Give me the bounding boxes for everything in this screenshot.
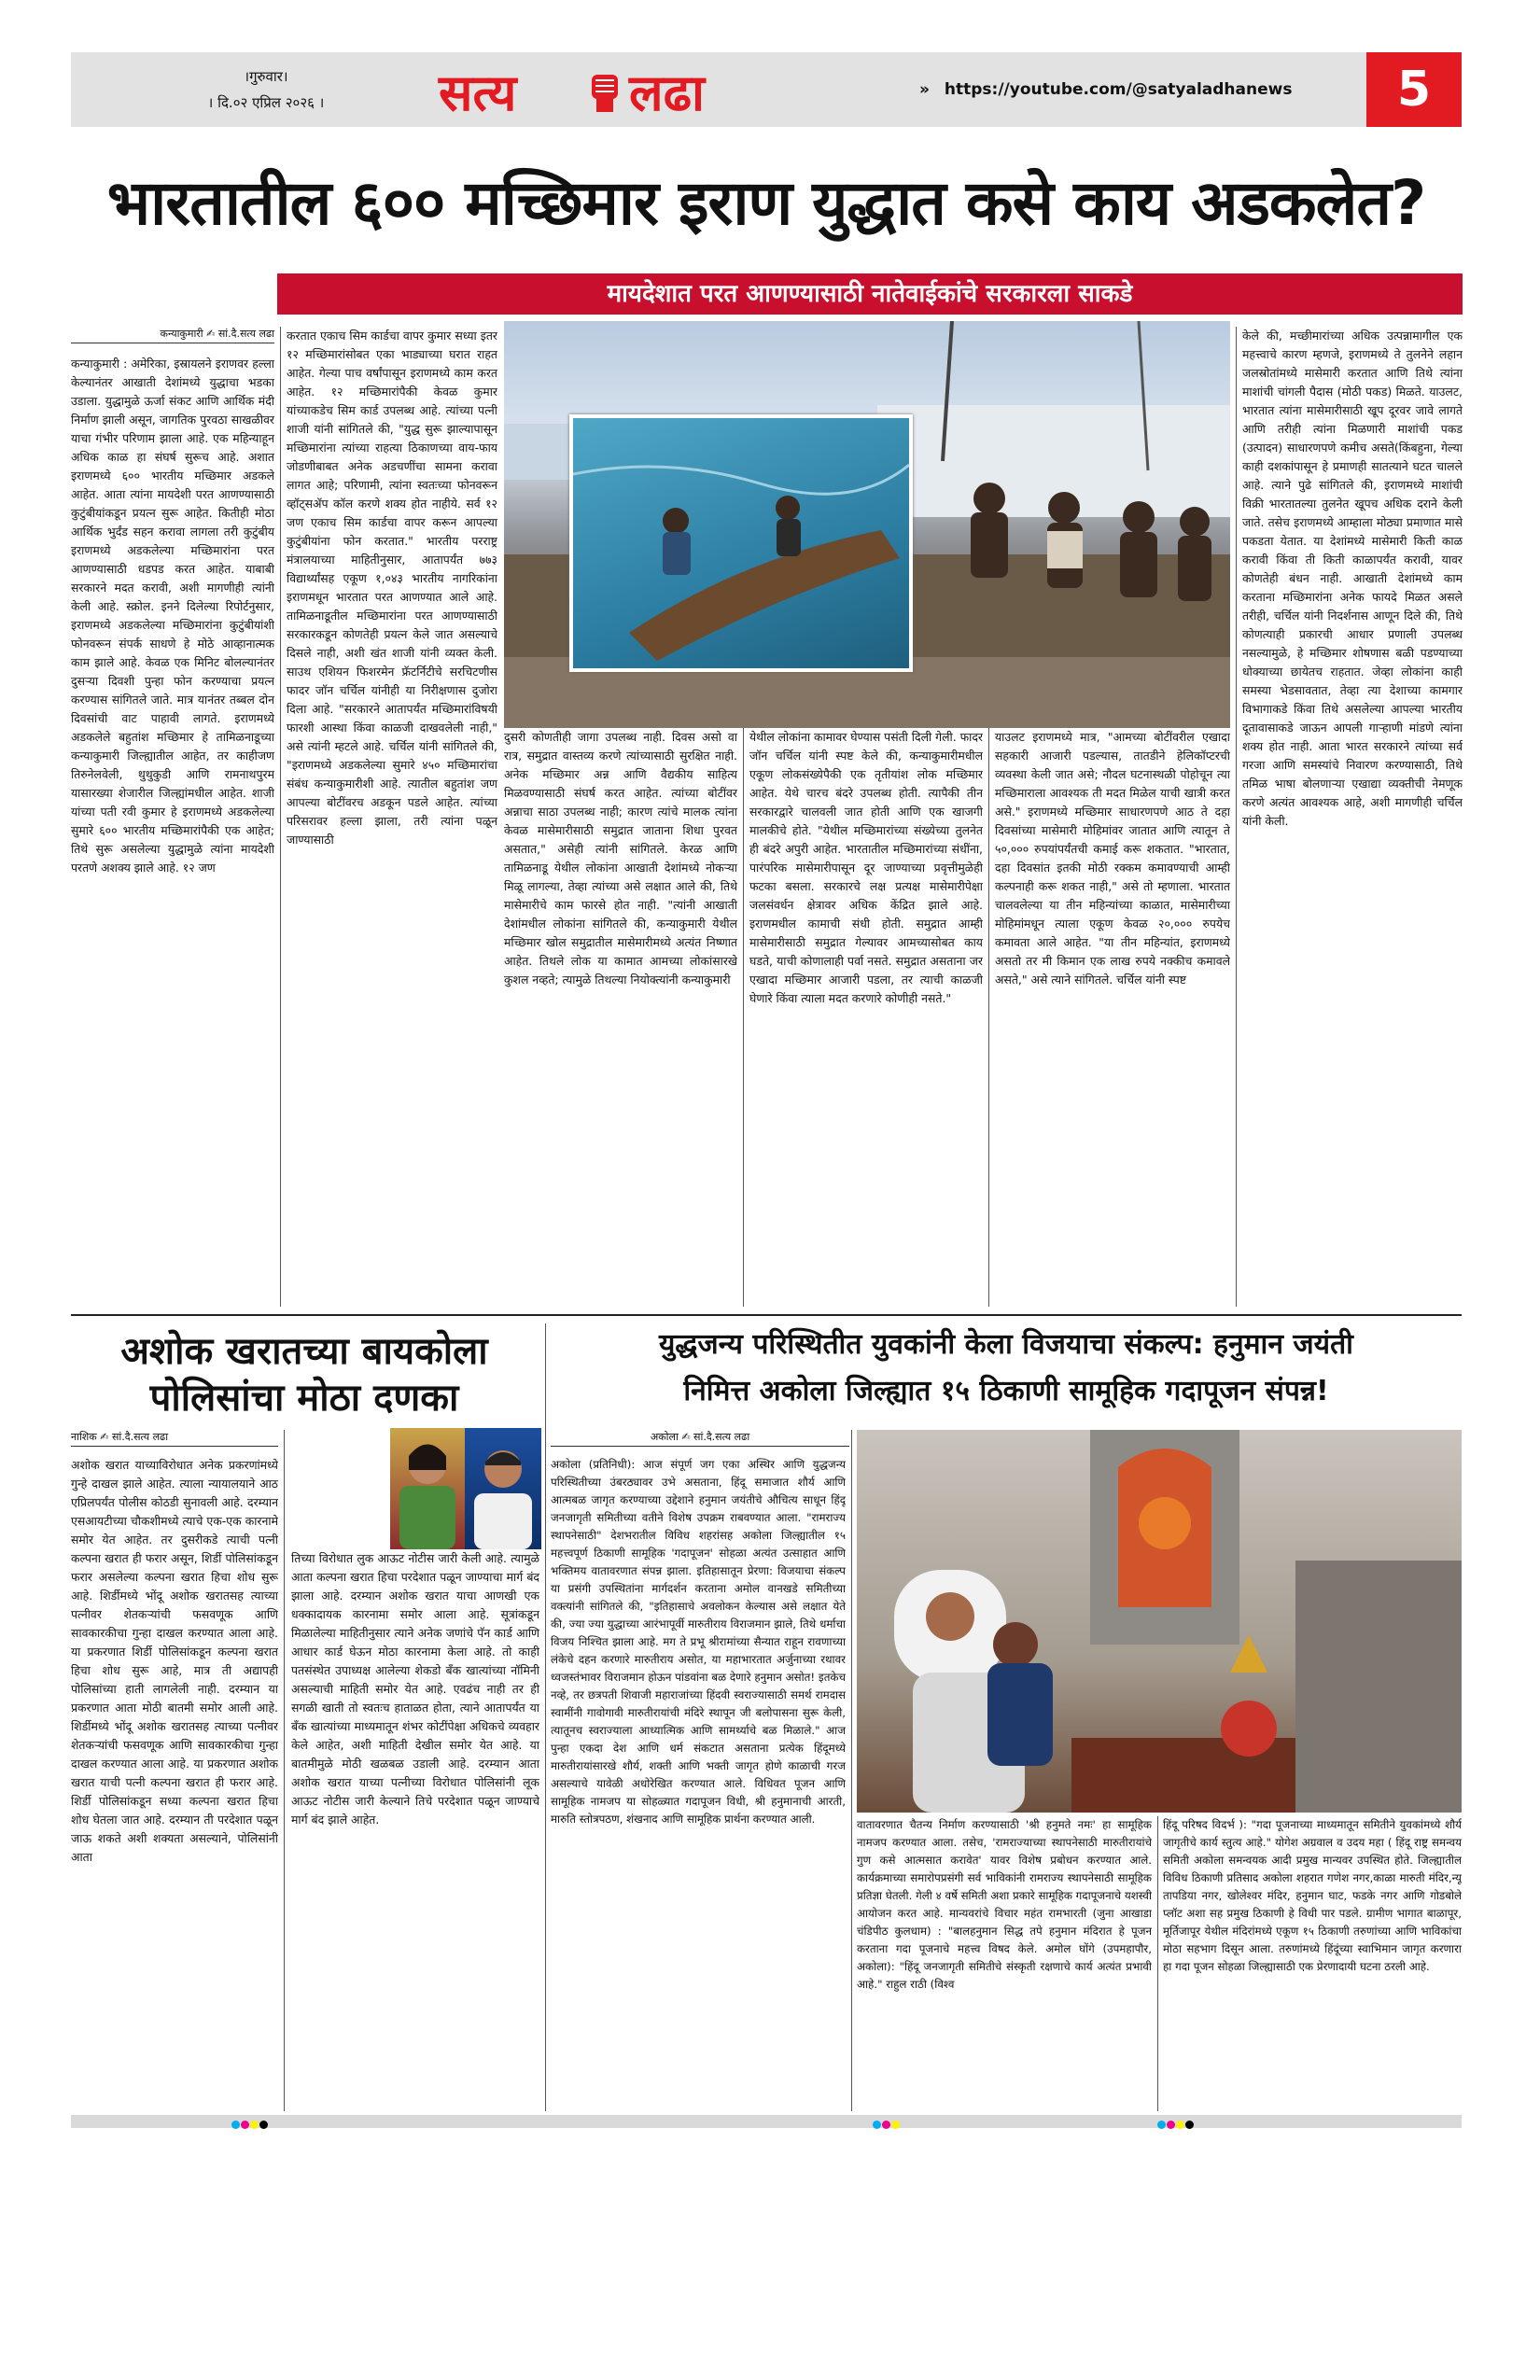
hanuman-col-3: हिंदू परिषद विदर्भ ): "गदा पूजनाच्या माध्यमातून समितीने युवकांमध्ये शौर्य जागृतीचे कार्य स्तुत्य आहे." योगेश अग्रवाल व उदय महा ( हिंदू राष्ट्र समन्वय समिती अकोला समन्वयक आदी प्रमुख मान्यवर उपस्थित होते. जिल्ह्यातील विविध ठिकाणी प्रतिसाद अकोला शहरात गणेश नगर,काळा मारुती मंदिर,न्यू तापडिया नगर, खोलेश्वर मंदिर, हनुमान घाट, फडके नगर आणि गोडबोले प्लॉट अशा सह प्रमुख ठिकाणी हे विधी पार पडले. ग्रामीण भागात बाळापूर, मूर्तिजापूर येथील मंदिरांमध्ये एकूण १५ ठिकाणी तरुणांच्या आणि भाविकांचा मोठा सहभाग दिसून आला. तरुणांमध्ये हिंदूंच्या स्वाभिमान जागृत करणारा हा गदा पूजन सोहळा जिल्ह्यासाठी एक प्रेरणादायी घटना ठरली आहे. [1163, 1818, 1462, 1973]
lead-col-6: केले की, मच्छीमारांच्या अधिक उत्पन्नामागील एक महत्त्वाचे कारण म्हणजे, इराणमध्ये ते तुलनेने लहान जलस्रोतांमध्ये मासेमारी करतात आणि तिथे त्यांना माशांची चांगली पैदास (मोठी पकड) मिळते. याउलट, भारतात त्यांना मासेमारीसाठी खूप दूरवर जावे लागते आणि तरीही त्यांना मिळणारी माशांची पकड (उत्पादन) साधारणपणे कमीच असते(किंबहुना, गेल्या काही दशकांपासून हे प्रमाणही सातत्याने घटत चालले आहे. त्याने पुढे सांगितले की, इराणमध्ये माशांची विक्री भारतातल्या तुलनेत खूपच अधिक दराने केली जाते. तसेच इराणमध्ये आम्हाला मोठ्या प्रमाणात मासे पकडता येतात. या देशांमध्ये मासेमारी किती काळ करावी किंवा ती किती काळापर्यंत करावी, यावर कोणतेही बंधन नाही. आखाती देशांमध्ये काम करताना मच्छिमारांना अनेक फायदे मिळत असले तरीही, चर्चिल यांनी निदर्शनास आणून दिले की, तिथे कोणत्याही प्रकारची आधार प्रणाली उपलब्ध नसल्यामुळे, हे मच्छिमार शोषणास बळी पडण्याच्या धोक्याच्या छायेतच राहतात. जेव्हा लोकांना काही समस्या भेडसावतात, तेव्हा त्या देशाच्या कामगार विभागाकडे किंवा तिथे असलेल्या आपल्या भारतीय दूतावासाकडे जाऊन आपली गाऱ्हाणी मांडणे त्यांना शक्य होत नाही. आता भारत सरकारने त्यांच्या सर्व गरजा आणि समस्यांचे निवारण करण्यासाठी, तिथे तमिळ भाषा बोलणाऱ्या एखाद्या व्यक्तीची नेमणूक करणे अत्यंत आवश्यक आहे, अशी मागणीही चर्चिल यांनी केली. [1242, 329, 1463, 828]
pen-icon: ✍ [100, 1431, 112, 1443]
hanuman-col-1: अकोला (प्रतिनिधी): आज संपूर्ण जग एका अस्थिर आणि युद्धजन्य परिस्थितीच्या उंबरठ्यावर उभे असताना, हिंदू समाजात शौर्य आणि आत्मबळ जागृत करण्याच्या उद्देशाने हनुमान जयंतीचे औचित्य साधून हिंदू जनजागृती समितीच्या वतीने विशेष उपक्रम राबवण्यात आला. "रामराज्य स्थापनेसाठी" देशभरातील विविध शहरांसह अकोला जिल्ह्यातील १५ महत्त्वपूर्ण ठिकाणी सामूहिक 'गदापूजन' सोहळा अत्यंत उत्साहात आणि भक्तिमय वातावरणात संपन्न झाला. इतिहासातून प्रेरणा: विजयाचा संकल्प या प्रसंगी उपस्थितांना मार्गदर्शन करताना अमोल वानखडे समितीच्या वक्त्यांनी सांगितले की, "इतिहासाचे अवलोकन केल्यास असे लक्षात येते की, ज्या ज्या युद्धाच्या आरंभापूर्वी मारुतीराय विराजमान झाले, तिथे धर्माचा विजय निश्चित झाला आहे. मग ते प्रभू श्रीरामांच्या सैन्यात राहून रावणाच्या लंकेचे दहन करणारे मारुतीराय असोत, या महाभारतात अर्जुनाच्या रथावर ध्वजस्तंभावर विराजमान होऊन पांडवांना बळ देणारे हनुमान असोत! इतकेच नव्हे, तर छत्रपती शिवाजी महाराजांच्या हिंदवी स्वराज्यासाठी समर्थ रामदास स्वामींनी गावोगावी मारुतीरायांची मंदिरे स्थापून जी बलोपासना सुरू केली, त्यातूनच स्वराज्याला आध्यात्मिक आणि सामर्थ्याचे बळ मिळाले." आज पुन्हा एकदा देश आणि धर्म संकटात असताना प्रत्येक हिंदूमध्ये मारुतीरायांसारखे शौर्य, शक्ती आणि भक्ती जागृत होणे काळाची गरज असल्याचे यावेळी अधोरेखित करण्यात आले. विधिवत पूजन आणि सामूहिक नामजप या सोहळ्यात गदापूजन विधी, श्री हनुमानाची आरती, मारुति स्तोत्रपठण, शंखनाद आणि सामूहिक प्रार्थना करण्यात आली. [551, 1458, 846, 1826]
lead-col-1: कन्याकुमारी : अमेरिका, इस्रायलने इराणवर हल्ला केल्यानंतर आखाती देशांमध्ये युद्धाचा भडका उडाला. युद्धामुळे ऊर्जा संकट आणि आर्थिक मंदी निर्माण झाली असून, जागतिक पुरवठा साखळीवर याचा गंभीर परिणाम झाला आहे. एक महिन्याहून अधिक काळ हा संघर्ष सुरूच आहे. अशात इराणमध्ये ६०० भारतीय मच्छिमार अडकले आहेत. आता त्यांना मायदेशी परत आणण्यासाठी कुटुंबीयांकडून प्रयत्न सुरू आहेत. कितीही मोठा आर्थिक भुर्दंड सहन करावा लागला तरी कुटुंबीय इराणमध्ये अडकलेल्या मच्छिमारांना परत आणण्यासाठी धडपड करत आहेत. याबाबी सरकारने मदत करावी, अशी मागणीही त्यांनी केली आहे. स्क्रोल. इनने दिलेल्या रिपोर्टनुसार, इराणमध्ये अडकलेल्या मच्छिमारांना कुटुंबीयांशी फोनवरून संपर्क साधणे हे मोठे आव्हानात्मक काम झाले आहे. केवळ एक मिनिट बोलल्यानंतर दुसऱ्या दिवशी पुन्हा फोन करण्याचा प्रयत्न करण्यास सांगितले जाते. मात्र यानंतर तब्बल दोन दिवसांची वाट पाहावी लागते. इराणमध्ये अडकलेले बहुतांश मच्छिमार हे तामिळनाडूच्या कन्याकुमारी जिल्ह्यातील आहेत, तर काहीजण तिरुनेलवेली, थुथुकुडी आणि रामनाथपुरम यासारख्या शेजारील जिल्ह्यांमधील आहेत. शाजी यांच्या पती रवी कुमार हे इराणमध्ये अडकलेल्या सुमारे ६०० भारतीय मच्छिमारांपैकी एक आहेत; तिथे सुरू असलेल्या युद्धामुळे त्यांना मायदेशी परतणे अशक्य झाले आहे. १२ जण [71, 357, 274, 875]
masthead-logo [439, 62, 775, 127]
byline-place: कन्याकुमारी [160, 328, 203, 340]
hanuman-headline-2: निमित्त अकोला जिल्ह्यात १५ ठिकाणी सामूहिक गदापूजन संपन्न! [683, 1375, 1329, 1407]
ashok-byline-source: सां.दै.सत्य लढा [111, 1431, 169, 1443]
ashok-byline [71, 1430, 278, 1447]
ashok-photo-woman [390, 1428, 465, 1549]
ashok-headline-2: पोलिसांचा मोठा दणका [149, 1377, 459, 1420]
masthead-left: सत्य [439, 63, 517, 122]
hanuman-headline-1: युद्धजन्य परिस्थितीत युवकांनी केला विजयाचा संकल्प: हनुमान जयंती [659, 1328, 1353, 1361]
lead-col-2: करतात एकाच सिम कार्डचा वापर कुमार सध्या इतर १२ मच्छिमारांसोबत एका भाड्याच्या घरात राहत आहेत. गेल्या पाच वर्षांपासून इराणमध्ये काम करत आहेत. १२ मच्छिमारांपैकी केवळ कुमार यांच्याकडेच सिम कार्ड उपलब्ध आहे. त्यांच्या पत्नी शाजी यांनी सांगितले की, "युद्ध सुरू झाल्यापासून मच्छिमारांना त्यांच्या राहत्या ठिकाणच्या वाय-फाय जोडणीबाबत अनेक अडचणींचा सामना करावा लागत आहे; परिणामी, त्यांना स्वतःच्या फोनवरून व्हॉट्सॲप कॉल करणे शक्य होत नाहीये. सर्व १२ जण एकाच सिम कार्डचा वापर करून आपल्या कुटुंबीयांना फोन करतात." भारतीय परराष्ट्र मंत्रालयाच्या माहितीनुसार, आतापर्यंत ७७३ विद्यार्थ्यांसह एकूण १,०४३ भारतीय नागरिकांना इराणमधून भारतात परत आणण्यात आले आहे. तामिळनाडूतील मच्छिमारांना परत आणण्यासाठी सरकारकडून कोणतेही प्रयत्न केले जात असल्याचे दिसले नाही, अशी खंत शाजी यांनी व्यक्त केली. साउथ एशियन फिशरमेन फ्रॅटर्निटीचे सरचिटणीस फादर जॉन चर्चिल यांनीही या निरीक्षणास दुजोरा दिला आहे. "सरकारने आतापर्यंत मच्छिमारांविषयी फारशी आस्था किंवा काळजी दाखवलेली नाही," असे त्यांनी म्हटले आहे. चर्चिल यांनी सांगितले की, "इराणमध्ये अडकलेल्या सुमारे ४५० मच्छिमारांचा संबंध कन्याकुमारीशी आहे. त्यातील बहुतांश जण आपल्या बोटींवरच अडकून पडले आहेत. त्यांच्या परिसरावर हल्ला झाला, तरी त्यांना पळून जाण्यासाठी [287, 329, 497, 847]
youtube-link[interactable] [919, 80, 1339, 105]
page-number: 5 [1396, 62, 1432, 118]
hanuman-byline [551, 1430, 849, 1447]
lead-headline: भारतातील ६०० मच्छिमार इराण युद्धात कसे काय अडकलेत? [106, 167, 1426, 239]
pen-icon: ✍ [206, 328, 218, 340]
header-day: ।गुरुवार। [244, 68, 288, 85]
youtube-url[interactable]: https://youtube.com/@satyaladhanews [944, 80, 1293, 99]
hanuman-byline-source: सां.दै.सत्य लढा [693, 1431, 750, 1443]
lead-subheadline-text: मायदेशात परत आणण्यासाठी नातेवाईकांचे सरकारला साकडे [607, 280, 1133, 308]
hanuman-byline-place: अकोला [650, 1431, 679, 1443]
footer-color-marks [0, 2111, 1540, 2130]
ashok-photo-man [465, 1428, 541, 1549]
double-chevron-icon: » [919, 80, 930, 99]
lead-col-5: याउलट इराणमध्ये मात्र, "आमच्या बोटींवरील एखादा सहकारी आजारी पडल्यास, तातडीने हेलिकॉप्टरची व्यवस्था केली जात असे; नौदल घटनास्थळी पोहोचून त्या मच्छिमाराला आवश्यक ती मदत मिळेल याची खात्री करत असे." इराणमध्ये मच्छिमार साधारणपणे आठ ते दहा दिवसांच्या मासेमारी मोहिमांवर जातात आणि त्यातून ते ५०,००० रुपयांपर्यंतची कमाई करू शकतात. "भारतात, दहा दिवसांत इतकी मोठी रक्कम कमावण्याची आम्ही कल्पनाही करू शकत नाही," असे तो म्हणाला. भारतात चालवलेल्या या तीन महिन्यांच्या काळात, मासेमारीच्या मोहिमांमधून त्याला एकूण केवळ २०,००० रुपयेच कमावता आले आहेत. "या तीन महिन्यांत, इराणमध्ये असतो तर मी किमान एक लाख रुपये नक्कीच कमावले असते," असे त्याने सांगितले. चर्चिल यांनी स्पष्ट [995, 730, 1230, 987]
lead-col-3: दुसरी कोणतीही जागा उपलब्ध नाही. दिवस असो वा रात्र, समुद्रात वास्तव्य करणे त्यांच्यासाठी सुरक्षित नाही. अनेक मच्छिमार अन्न आणि वैद्यकीय साहित्य मिळवण्यासाठी संघर्ष करत आहेत. त्यांच्या बोटींवर अन्नाचा साठा उपलब्ध नाही; कारण त्यांचे मालक त्यांना केवळ मासेमारीसाठी समुद्रात जाताना शिधा पुरवत असतात," असेही त्यांनी सांगितले. केरळ आणि तामिळनाडू येथील लोकांना आखाती देशांमध्ये नोकऱ्या मिळू लागल्या, तेव्हा त्यांच्या असे लक्षात आले की, तिथे मासेमारीचे काम फारसे होत नाही. "त्यांनी आखाती देशांमधील लोकांना सांगितले की, कन्याकुमारी येथील मच्छिमार खोल समुद्रातील मासेमारीमध्ये अत्यंत निष्णात आहेत. तिथले लोक या कामात आमच्या लोकांसारखे कुशल नव्हते; त्यामुळे तिथल्या नियोक्त्यांनी कन्याकुमारी [504, 730, 737, 987]
page-number-box [1366, 52, 1462, 127]
fist-icon [586, 65, 623, 114]
hanuman-photo-gadapujan [857, 1430, 1462, 1813]
masthead-right: लढा [629, 63, 705, 122]
hanuman-photo-caption: वातावरणात चैतन्य निर्माण करण्यासाठी 'श्री हनुमते नमः' हा सामूहिक नामजप करण्यात आला. तसेच, 'रामराज्याच्या स्थापनेसाठी मारुतीरायांचे गुण कसे आत्मसात करावेत' यावर विशेष प्रबोधन करण्यात आले. कार्यक्रमाच्या समारोपप्रसंगी सर्व भाविकांनी रामराज्य स्थापनेसाठी सामूहिक प्रतिज्ञा घेतली. गेली ४ वर्षे समिती अशा प्रकारे सामूहिक गदापूजनाचे यशस्वी आयोजन करत आहे. मान्यवरांचे विचार महंत रामभारती (जुना आखाडा चंडिपीठ कुलधाम) : "बालहनुमान सिद्ध तपे हनुमान मंदिरात हे पूजन करताना गदा पूजनाचे महत्त्व विषद केले. अमोल घोंगे (उपमहापौर, अकोला): "हिंदू जनजागृती समितीचे संस्कृती रक्षणाचे कार्य अत्यंत प्रभावी आहे." राहुल राठी (विश्व [857, 1818, 1152, 1991]
ashok-col-1: अशोक खरात याच्याविरोधात अनेक प्रकरणांमध्ये गुन्हे दाखल झाले आहेत. त्याला न्यायालयाने आठ एप्रिलपर्यंत पोलीस कोठडी सुनावली आहे. दरम्यान एसआयटीच्या चौकशीमध्ये त्याचे एक-एक कारनामे समोर येत आहेत. तर दुसरीकडे त्याची पत्नी कल्पना खरात ही फरार असून, शिर्डी पोलिसांकडून फरार असलेल्या कल्पना खरात हिचा शोध सुरू आहे. शिर्डीमध्ये भोंदू अशोक खरातसह त्याच्या पत्नीवर शेतकऱ्यांची फसवणूक आणि सावकारकीचा गुन्हा दाखल करण्यात आला आहे. या प्रकरणात शिर्डी पोलिसांकडून कल्पना खरात हिचा शोध सुरू आहे, मात्र ती अद्यापही पोलिसांच्या हाती लागलेली नाही. दरम्यान या प्रकरणात आता मोठी बातमी समोर आली आहे. शिर्डीमध्ये भोंदू अशोक खरातसह त्याच्या पत्नीवर शेतकऱ्यांची फसवणूक आणि सावकारकीचा गुन्हा दाखल करण्यात आला आहे. या प्रकरणात अशोक खरात याची पत्नी कल्पना खरात ही फरार आहे. शिर्डी पोलिसांकडून सध्या कल्पना खरात हिचा शोध घेतला जात आहे. दरम्यान ती परदेशात पळून जाऊ शकते अशी शक्यता असल्याने, पोलिसांनी आता [71, 1458, 278, 1864]
pen-icon: ✍ [681, 1431, 694, 1443]
byline-source: सां.दै.सत्य लढा [217, 328, 274, 340]
lead-photo-inset-boat [569, 414, 913, 672]
lead-subheadline [277, 273, 1463, 315]
ashok-col-2: तिच्या विरोधात लुक आऊट नोटीस जारी केली आहे. त्यामुळे आता कल्पना खरात हिचा परदेशात पळून जाण्याचा मार्ग बंद झाला आहे. दरम्यान अशोक खरात याचा आणखी एक धक्कादायक कारनामा समोर आला आहे. सूत्रांकडून मिळालेल्या माहितीनुसार त्याने अनेक जणांचे पॅन कार्ड आणि आधार कार्ड घेऊन मोठा कारनामा केला आहे. तो काही पतसंस्थेत उपाध्यक्ष आलेल्या शेकडो बँक खात्यांच्या नॉमिनी असल्याची माहिती समोर येत आहे. एवढंच नाही तर ही सगळी खाती तो स्वतःच हाताळत होता, त्याने आतापर्यंत या बँक खात्यांच्या माध्यमातून शंभर कोटींपेक्षा अधिकचे व्यवहार केले आहेत, अशी माहिती देखील समोर येत आहे. या बातमीमुळे मोठी खळबळ उडाली आहे. दरम्यान आता अशोक खरात याच्या पत्नीच्या विरोधात पोलिसांनी लूक आऊट नोटीस जारी केल्याने तिचे परदेशात पळून जाण्याचे मार्ग बंद झाले आहेत. [291, 1551, 539, 1827]
ashok-headline-1: अशोक खरातच्या बायकोला [120, 1330, 488, 1373]
ashok-byline-place: नाशिक [71, 1431, 97, 1443]
lead-col-4: येथील लोकांना कामावर घेण्यास पसंती दिली गेली. फादर जॉन चर्चिल यांनी स्पष्ट केले की, कन्याकुमारीमधील एकूण लोकसंख्येपैकी एक तृतीयांश लोक मच्छिमार आहेत. येथे चारच बंदरे उपलब्ध होती. त्यापैकी तीन सरकारद्वारे चालवली जात होती आणि एक खाजगी मालकीचे होते. "येथील मच्छिमारांच्या संख्येच्या तुलनेत ही बंदरे अपुरी आहेत. भारतातील मच्छिमारांच्या संधींना, पारंपरिक मासेमारीपासून दूर जाण्याच्या प्रवृत्तीमुळेही फटका बसला. सरकारचे लक्ष प्रत्यक्ष मासेमारीपेक्षा जलसंवर्धन क्षेत्रावर अधिक केंद्रित झाले आहे. इराणमधील कामाची संधी होती. समुद्रात आम्ही मासेमारीसाठी समुद्रात गेल्यावर आमच्यासोबत काय घडते, याची कोणालाही पर्वा नसते. समुद्रात असताना जर एखादा मच्छिमार आजारी पडला, तर त्याची काळजी घेणारे किंवा त्याला मदत करणारे कोणीही नसते." [749, 730, 983, 1005]
header-date: । दि.०२ एप्रिल २०२६ । [207, 94, 325, 111]
lead-byline [71, 327, 274, 343]
